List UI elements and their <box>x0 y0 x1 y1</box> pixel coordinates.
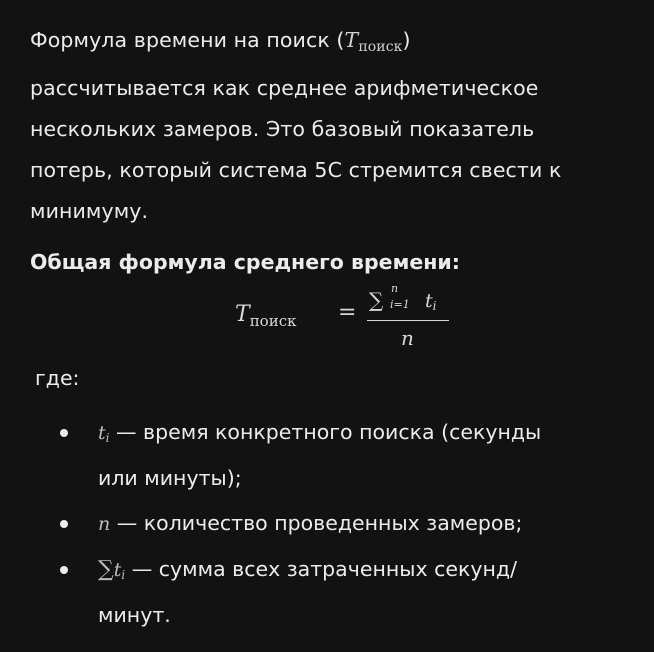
t-search-symbol: $T_{поиск}$ <box>344 28 403 55</box>
intro-line-4: потерь, который система 5С стремится свести к <box>30 158 562 182</box>
intro-line-5: минимуму. <box>30 199 149 223</box>
intro-line-1: Формула времени на поиск ( <box>30 28 345 52</box>
list-item: n — количество проведенных замеров; <box>30 503 630 544</box>
bullet-icon <box>60 520 68 528</box>
intro-line-3: нескольких замеров. Это базовый показатель <box>30 117 535 141</box>
average-time-formula <box>235 282 455 362</box>
ti-symbol: ti <box>113 559 126 582</box>
sigma-symbol: ∑ <box>369 288 384 312</box>
sum-term: ti <box>425 290 437 313</box>
document-body <box>30 20 630 627</box>
intro-paragraph: Формула времени на поиск $(T_{поиск})$ рассчитывается как среднее арифметическое нескольких замеров. Это базовый показатель потерь, который система 5С стремится свести к минимуму. <box>30 28 562 223</box>
formula-numerator <box>367 282 449 318</box>
definitions-list <box>30 412 630 640</box>
formula-lhs: $T_{поиск}$ <box>235 302 297 330</box>
fraction-bar <box>367 320 449 321</box>
list-item: ti — время конкретного поиска (секунды или минуты); <box>30 412 630 498</box>
sum-lower-limit: i=1 <box>390 298 410 311</box>
list-item: ∑ti — сумма всех затраченных секунд/ минут. <box>30 549 630 635</box>
formula-denominator: n <box>401 326 414 350</box>
sum-symbol: ∑ <box>98 557 114 582</box>
bullet-icon <box>60 566 68 574</box>
formula-equals: = <box>338 300 357 325</box>
bullet-icon <box>60 429 68 437</box>
intro-line-2: рассчитывается как среднее арифметическое <box>30 76 539 100</box>
where-label: где: <box>35 366 80 390</box>
formula-heading: Общая формула среднего времени: <box>30 250 460 274</box>
ti-symbol: ti <box>98 422 110 445</box>
sum-upper-limit: n <box>391 282 399 295</box>
formula-fraction <box>367 282 449 362</box>
n-symbol: n <box>98 513 111 535</box>
